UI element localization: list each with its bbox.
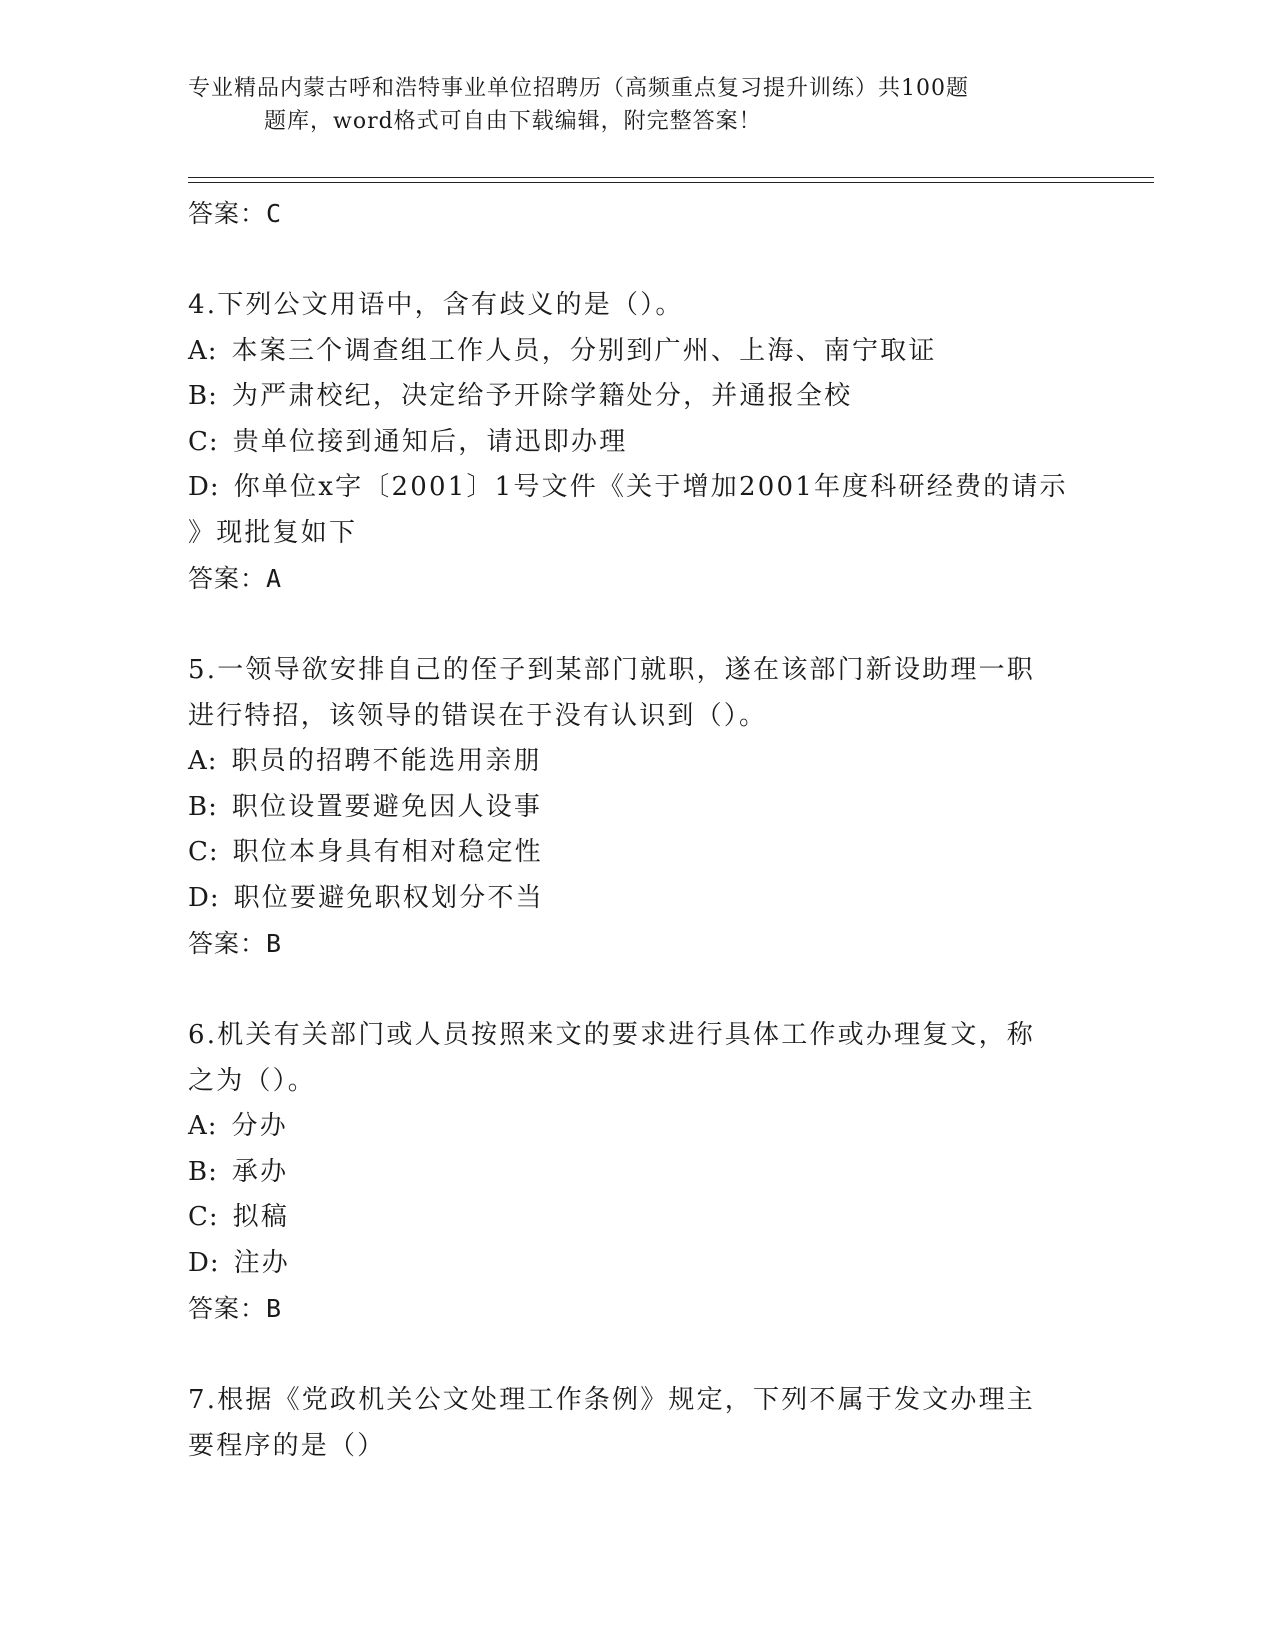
option-d bbox=[188, 465, 1088, 511]
option-a bbox=[188, 329, 1088, 375]
option-key: A: bbox=[188, 335, 218, 366]
answer-line bbox=[188, 921, 1088, 966]
answer-value: A bbox=[266, 564, 283, 593]
header-divider-bottom bbox=[188, 182, 1154, 183]
option-b bbox=[188, 374, 1088, 420]
answer-value: C bbox=[266, 199, 283, 228]
header-line-1: 专业精品内蒙古呼和浩特事业单位招聘历（高频重点复习提升训练）共100题 bbox=[188, 76, 969, 101]
option-text: 拟稿 bbox=[232, 1202, 290, 1232]
option-key: B: bbox=[188, 381, 218, 411]
option-c bbox=[188, 830, 1088, 876]
option-key: C: bbox=[188, 1202, 219, 1232]
option-key: C: bbox=[188, 837, 219, 867]
option-key: D: bbox=[188, 1247, 220, 1278]
option-d bbox=[188, 1241, 1088, 1287]
option-a bbox=[188, 1104, 1088, 1150]
question-stem-continued: 之为（）。 bbox=[188, 1065, 317, 1096]
option-key: D: bbox=[188, 882, 220, 913]
question-stem: 6.机关有关部门或人员按照来文的要求进行具体工作或办理复文，称 bbox=[188, 1020, 1036, 1050]
option-key: A: bbox=[188, 746, 218, 776]
option-text: 本案三个调查组工作人员，分别到广州、上海、南宁取证 bbox=[231, 335, 937, 366]
answer-label: 答案： bbox=[188, 929, 267, 958]
question-stem: 7.根据《党政机关公文处理工作条例》规定，下列不属于发文办理主 bbox=[188, 1385, 1036, 1415]
option-text: 职员的招聘不能选用亲朋 bbox=[231, 746, 542, 776]
answer-line bbox=[188, 191, 1088, 236]
option-key: B: bbox=[188, 1156, 218, 1187]
option-key: D: bbox=[188, 472, 220, 502]
question-block bbox=[188, 1013, 1088, 1331]
document-header bbox=[188, 72, 1048, 138]
option-key: B: bbox=[188, 791, 218, 822]
option-text: 承办 bbox=[231, 1156, 289, 1187]
option-text: 分办 bbox=[231, 1111, 288, 1141]
question-stem: 4.下列公文用语中，含有歧义的是（）。 bbox=[188, 290, 684, 320]
question-stem: 5.一领导欲安排自己的侄子到某部门就职，遂在该部门新设助理一职 bbox=[188, 655, 1036, 685]
option-text: 职位本身具有相对稳定性 bbox=[232, 837, 543, 867]
answer-line bbox=[188, 1286, 1088, 1331]
option-c bbox=[188, 420, 1088, 466]
option-b bbox=[188, 1150, 1088, 1196]
option-d bbox=[188, 876, 1088, 922]
option-text: 职位要避免职权划分不当 bbox=[233, 882, 544, 913]
option-text: 贵单位接到通知后，请迅即办理 bbox=[232, 426, 628, 457]
answer-line bbox=[188, 556, 1088, 601]
option-key: C: bbox=[188, 426, 219, 457]
answer-value: B bbox=[266, 929, 283, 958]
option-text: 职位设置要避免因人设事 bbox=[231, 791, 543, 822]
option-text: 你单位x字〔2001〕1号文件《关于增加2001年度科研经费的请示 bbox=[233, 472, 1068, 502]
question-stem-continued: 进行特招，该领导的错误在于没有认识到（）。 bbox=[188, 700, 768, 731]
answer-label: 答案： bbox=[188, 564, 267, 593]
question-block bbox=[188, 648, 1088, 966]
option-a bbox=[188, 739, 1088, 785]
option-d-continued: 》现批复如下 bbox=[188, 517, 358, 548]
answer-label: 答案： bbox=[188, 1294, 267, 1323]
option-text: 注办 bbox=[233, 1247, 291, 1278]
answer-value: B bbox=[266, 1294, 283, 1323]
option-c bbox=[188, 1195, 1088, 1241]
question-block bbox=[188, 283, 1088, 601]
document-body bbox=[188, 191, 1088, 1469]
header-divider-top bbox=[188, 177, 1154, 178]
question-stem-continued: 要程序的是（） bbox=[188, 1430, 386, 1461]
question-block bbox=[188, 1378, 1088, 1469]
header-line-2: 题库，word格式可自由下载编辑，附完整答案！ bbox=[264, 109, 762, 134]
option-text: 为严肃校纪，决定给予开除学籍处分，并通报全校 bbox=[231, 381, 853, 411]
option-key: A: bbox=[188, 1111, 218, 1141]
answer-label: 答案： bbox=[188, 199, 267, 228]
option-b bbox=[188, 785, 1088, 831]
